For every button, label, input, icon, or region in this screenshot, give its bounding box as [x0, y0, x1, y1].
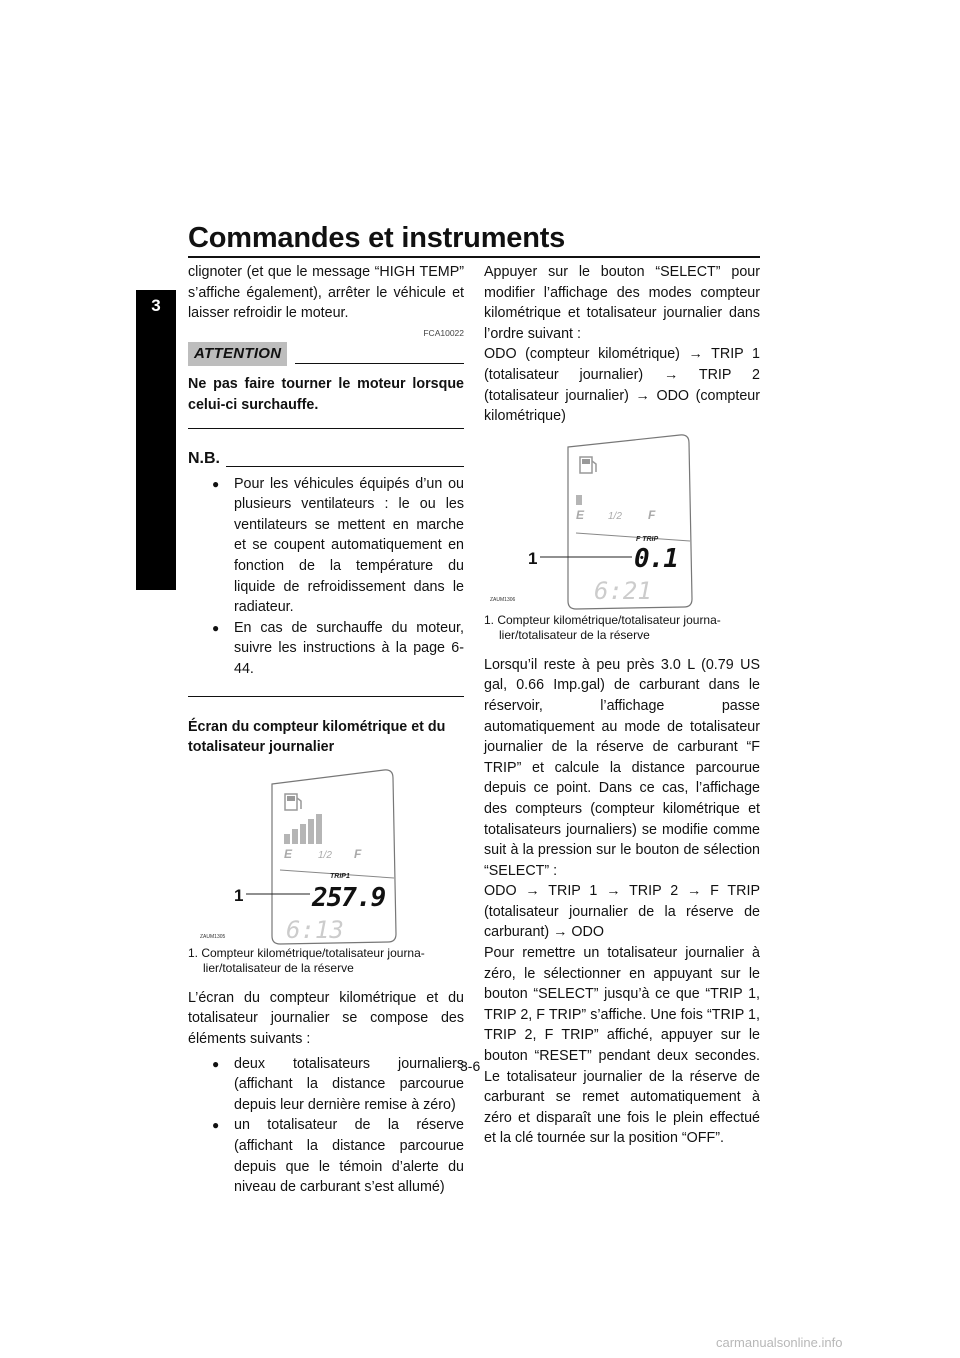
fuel-segment	[308, 819, 314, 844]
feature-item: ● un totalisateur de la réserve (affichant la distance parcourue depuis que le témoin d’alerte du niveau de carburant s’est allumé)	[212, 1115, 464, 1197]
trip-display-illustration	[188, 766, 464, 946]
body-paragraph: L’écran du compteur kilométrique et du totalisateur journalier se compose des éléments suivants :	[188, 989, 464, 1047]
warning-end-rule	[188, 428, 464, 430]
warning-text: Ne pas faire tourner le moteur lorsque celui-ci surchauffe.	[188, 376, 464, 413]
fuel-pump-icon	[285, 794, 301, 810]
svg-text:E: E	[284, 846, 293, 861]
svg-text:F: F	[354, 846, 362, 861]
sequence-paragraph: ODO (compteur kilométrique) → TRIP 1 (totalisateur journalier) → TRIP 2 (totalisateur journalier) → ODO (compteur kilométrique)	[484, 346, 760, 425]
caption-line: lier/totalisateur de la réserve	[203, 960, 354, 975]
page-title: Commandes et instruments	[188, 222, 566, 254]
fuel-pump-icon	[580, 457, 596, 473]
fuel-gauge	[576, 495, 582, 505]
display-clock: 6:13	[286, 915, 344, 944]
chapter-tab	[136, 290, 176, 590]
caption-line: 1. Compteur kilométrique/totalisateur journa-	[188, 945, 425, 960]
display-mode-label: F TRIP	[636, 535, 659, 543]
feature-item: ● deux totalisateurs journaliers (affichant la distance parcourue depuis leur dernière remise à zéro)	[212, 1054, 464, 1116]
note-item: ● En cas de surchauffe du moteur, suivre les instructions à la page 6-44.	[212, 618, 464, 680]
svg-text:1/2: 1/2	[318, 849, 332, 861]
watermark: carmanualsonline.info	[716, 1335, 843, 1350]
feature-list	[188, 1054, 464, 1198]
callout-number: 1	[234, 885, 244, 905]
fuel-segment	[576, 495, 582, 505]
warning-header	[188, 342, 464, 367]
note-header	[188, 449, 464, 470]
fuel-segment	[316, 814, 322, 844]
display-value: 257.9	[312, 882, 386, 913]
note-label: N.B.	[188, 450, 220, 468]
section-title: Écran du compteur kilométrique et du totalisateur journalier	[188, 718, 446, 756]
note-end-rule	[188, 696, 464, 697]
note-list	[188, 474, 464, 680]
page-number: 3-6	[460, 1058, 481, 1074]
callout-number: 1	[528, 548, 538, 568]
display-mode-label: TRIP1	[330, 872, 350, 880]
svg-text:F: F	[648, 507, 656, 522]
warning-code: FCA10022	[423, 327, 464, 338]
chapter-number: 3	[151, 296, 161, 315]
figure-ftrip-display	[484, 433, 760, 613]
reset-paragraph: Pour remettre un totalisateur journalier à zéro, le sélectionner en appuyant sur le bouton “SELECT” jusqu’à ce que “TRIP 1, TRIP 2, F TRIP” s’affiche. Une fois “TRIP 1, TRIP 2, F TRIP” affiché, appuyer sur le bouton “RESET” pendant deux secondes. Le totalisateur journalier de la réserve de carburant se remet automatiquement à zéro et disparaît une fois le plein effectué et la clé tournée sur la position “OFF”.	[484, 945, 760, 1147]
svg-text:E: E	[576, 507, 585, 522]
figure-code: ZAUM1305	[200, 933, 226, 940]
intro-paragraph: clignoter (et que le message “HIGH TEMP” s’affiche également), arrêter le véhicule et laisser refroidir le moteur.	[188, 264, 464, 322]
caption-line: lier/totalisateur de la réserve	[499, 627, 650, 642]
fuel-segment	[292, 829, 298, 844]
figure-caption	[188, 946, 464, 976]
warning-rule	[295, 363, 464, 365]
warning-label: ATTENTION	[188, 342, 287, 367]
svg-text:1/2: 1/2	[608, 510, 622, 522]
fuel-segment	[300, 824, 306, 844]
ftrip-display-illustration	[484, 433, 760, 613]
display-value: 0.1	[634, 543, 678, 574]
figure-trip-display	[188, 766, 464, 946]
figure-caption	[484, 613, 760, 643]
select-paragraph: Appuyer sur le bouton “SELECT” pour modifier l’affichage des modes compteur kilométrique et totalisateur journalier dans l’ordre suivant :	[484, 264, 760, 342]
figure-code: ZAUM1306	[490, 596, 516, 603]
fuel-segment	[284, 834, 290, 844]
note-item: ● Pour les véhicules équipés d’un ou plusieurs ventilateurs : le ou les ventilateurs se mettent en marche et se coupent automatiquement en fonction de la température du liquide de refroidissement dans le radiateur.	[212, 474, 464, 618]
header-rule	[188, 256, 760, 258]
reserve-paragraph: Lorsqu’il reste à peu près 3.0 L (0.79 US gal, 0.66 Imp.gal) de carburant dans le réservoir, l’affichage passe automatiquement au mode de totalisateur journalier de la réserve de carburant “F TRIP” et calcule la distance parcourue depuis ce point. Dans ce cas, l’affichage des compteurs (compteur kilométrique et totalisateurs journaliers) se modifie comme suit à la pression sur le bouton de sélection “SELECT” :	[484, 656, 760, 879]
reserve-sequence-paragraph: ODO → TRIP 1 → TRIP 2 → F TRIP (totalisateur journalier de la réserve de carburant) → ODO	[484, 883, 760, 941]
right-column	[484, 262, 760, 1149]
display-clock: 6:21	[594, 576, 652, 605]
note-rule	[226, 466, 464, 467]
left-column	[188, 262, 464, 1198]
caption-line: 1. Compteur kilométrique/totalisateur journa-	[484, 612, 721, 627]
fuel-gauge	[284, 814, 322, 844]
